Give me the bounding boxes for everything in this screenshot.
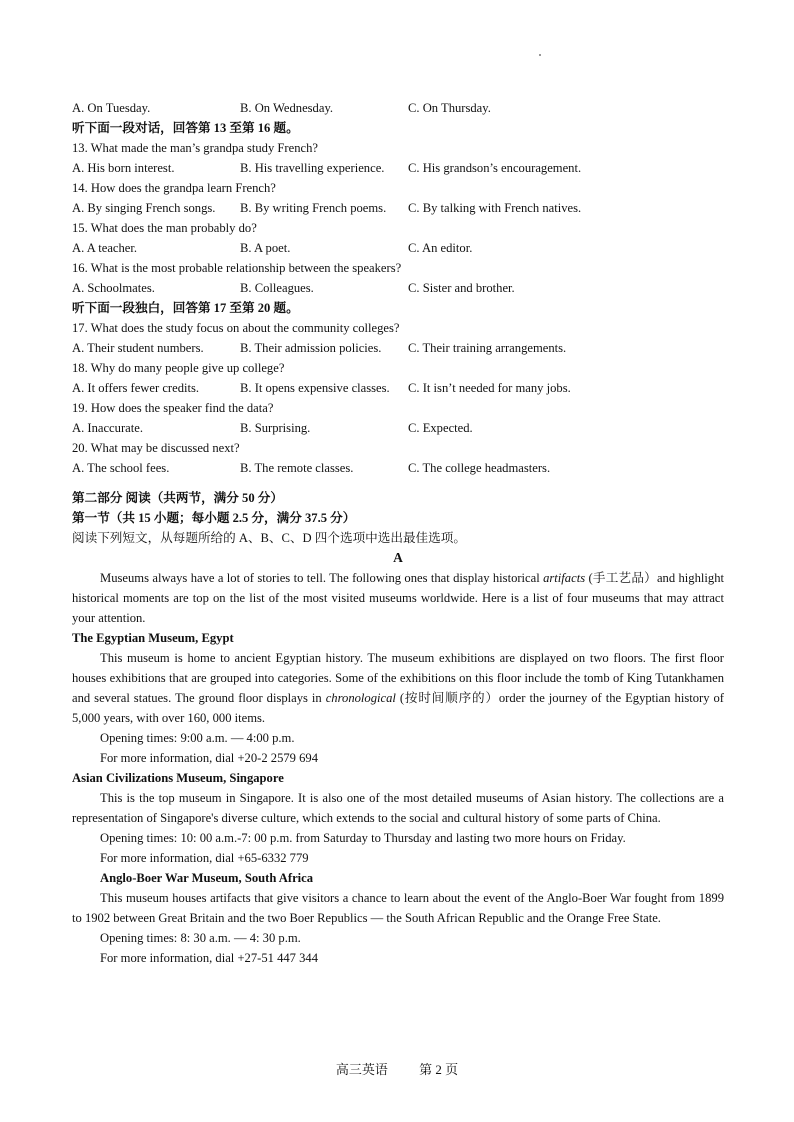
- option-b: B. On Wednesday.: [240, 101, 334, 115]
- egypt-body: This museum is home to ancient Egyptian history. The museum exhibitions are displayed on two floors. The first floor houses exhibitions that are grouped into categories. Some of the exhibitions on this floor include the tomb of King Tutankhamen and several statues. The ground floor displays in chronological (按时间顺序的）order the journey of the Egyptian history of 5,000 years, with over 160, 000 items.: [72, 651, 724, 725]
- scan-dot: [539, 54, 541, 56]
- q16-options: [72, 278, 724, 298]
- q17-options: [72, 338, 724, 358]
- asian-title: Asian Civilizations Museum, Singapore: [72, 771, 284, 785]
- part2-title: 第二部分 阅读（共两节，满分 50 分）: [72, 491, 283, 505]
- boer-hours: Opening times: 8: 30 a.m. — 4: 30 p.m.: [100, 931, 301, 945]
- question-14: 14. How does the grandpa learn French?: [72, 181, 276, 195]
- question-13: 13. What made the man’s grandpa study French?: [72, 141, 318, 155]
- option-b: B. Their admission policies.: [240, 341, 382, 355]
- boer-phone: For more information, dial +27-51 447 344: [100, 951, 319, 965]
- option-c: C. An editor.: [408, 241, 473, 255]
- section1-title: 第一节（共 15 小题；每小题 2.5 分，满分 37.5 分）: [72, 511, 356, 525]
- page-footer: [0, 1060, 794, 1080]
- italic-term: chronological: [325, 691, 396, 705]
- option-a: A. On Tuesday.: [72, 101, 151, 115]
- option-a: A. The school fees.: [72, 461, 170, 475]
- option-a: A. Inaccurate.: [72, 421, 143, 435]
- question-20: 20. What may be discussed next?: [72, 441, 240, 455]
- footer-page-number: 第 2 页: [419, 1062, 459, 1077]
- option-b: B. A poet.: [240, 241, 291, 255]
- footer-subject: 高三英语: [335, 1062, 388, 1077]
- option-c: C. His grandson’s encouragement.: [408, 161, 582, 175]
- option-b: B. The remote classes.: [240, 461, 354, 475]
- option-c: C. It isn’t needed for many jobs.: [408, 381, 571, 395]
- question-19: 19. How does the speaker find the data?: [72, 401, 274, 415]
- option-a: A. A teacher.: [72, 241, 138, 255]
- question-17: 17. What does the study focus on about the community colleges?: [72, 321, 400, 335]
- option-a: A. It offers fewer credits.: [72, 381, 200, 395]
- option-c: C. The college headmasters.: [408, 461, 551, 475]
- option-c: C. Expected.: [408, 421, 473, 435]
- question-16: 16. What is the most probable relationship between the speakers?: [72, 261, 402, 275]
- option-c: C. Sister and brother.: [408, 281, 515, 295]
- q20-options: [72, 458, 724, 478]
- option-b: B. Surprising.: [240, 421, 311, 435]
- q14-options: [72, 198, 724, 218]
- option-b: B. Colleagues.: [240, 281, 314, 295]
- q18-options: [72, 378, 724, 398]
- asian-phone: For more information, dial +65-6332 779: [100, 851, 309, 865]
- option-a: A. Schoolmates.: [72, 281, 155, 295]
- question-15: 15. What does the man probably do?: [72, 221, 257, 235]
- egypt-hours: Opening times: 9:00 a.m. — 4:00 p.m.: [100, 731, 295, 745]
- dialog-header: 听下面一段对话，回答第 13 至第 16 题。: [72, 121, 299, 135]
- option-c: C. Their training arrangements.: [408, 341, 567, 355]
- asian-body: This is the top museum in Singapore. It is also one of the most detailed museums of Asian history. The collections are a representation of Singapore's diverse culture, which extends to the social and cultural history of some parts of China.: [72, 791, 724, 825]
- option-a: A. His born interest.: [72, 161, 175, 175]
- boer-title: Anglo-Boer War Museum, South Africa: [100, 871, 314, 885]
- option-b: B. It opens expensive classes.: [240, 381, 390, 395]
- option-b: B. His travelling experience.: [240, 161, 385, 175]
- option-a: A. Their student numbers.: [72, 341, 204, 355]
- egypt-phone: For more information, dial +20-2 2579 694: [100, 751, 319, 765]
- q15-options: [72, 238, 724, 258]
- option-a: A. By singing French songs.: [72, 201, 216, 215]
- egypt-title: The Egyptian Museum, Egypt: [72, 631, 234, 645]
- monologue-header: 听下面一段独白，回答第 17 至第 20 题。: [72, 301, 299, 315]
- asian-hours: Opening times: 10: 00 a.m.-7: 00 p.m. from Saturday to Thursday and lasting two more hours on Friday.: [100, 831, 626, 845]
- intro-paragraph: Museums always have a lot of stories to tell. The following ones that display historical artifacts (手工艺品）and highlight historical moments are top on the list of the most visited museums worldwide. Here is a list of four museums that may attract your attention.: [72, 571, 724, 625]
- option-c: C. On Thursday.: [408, 101, 491, 115]
- q19-options: [72, 418, 724, 438]
- exam-page: [72, 98, 724, 968]
- q12-options: [72, 98, 724, 118]
- q13-options: [72, 158, 724, 178]
- option-c: C. By talking with French natives.: [408, 201, 582, 215]
- italic-term: artifacts: [543, 571, 586, 585]
- reading-instructions: 阅读下列短文，从每题所给的 A、B、C、D 四个选项中选出最佳选项。: [72, 531, 466, 545]
- passage-label: A: [393, 550, 403, 565]
- option-b: B. By writing French poems.: [240, 201, 387, 215]
- question-18: 18. Why do many people give up college?: [72, 361, 285, 375]
- boer-body: This museum houses artifacts that give visitors a chance to learn about the event of the Anglo-Boer War fought from 1899 to 1902 between Great Britain and the two Boer Republics — the South African Republic and the Orange Free State.: [72, 891, 724, 925]
